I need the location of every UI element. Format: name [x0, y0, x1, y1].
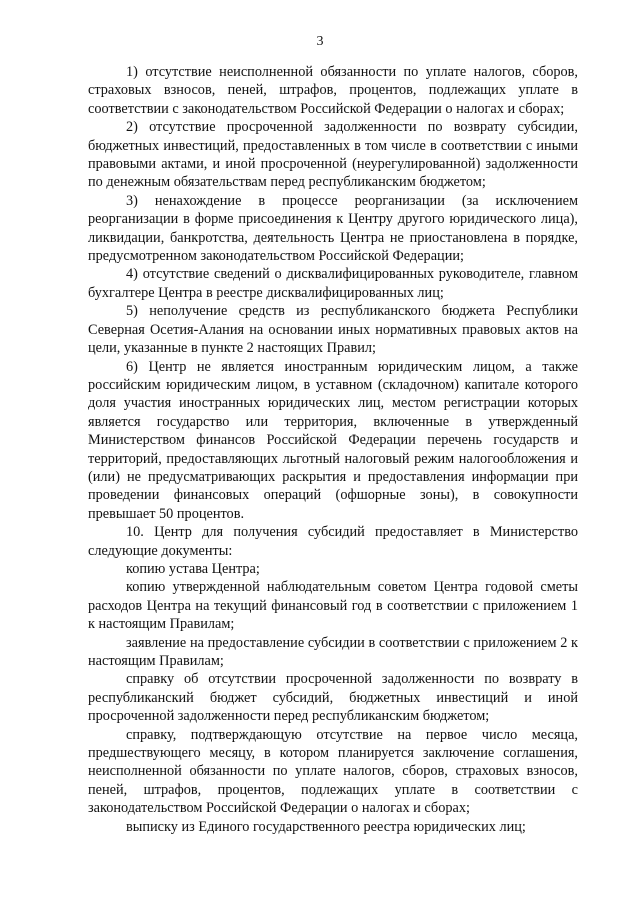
page-number: 3 [316, 34, 324, 49]
document-list-item-budget: копию утвержденной наблюдательным советом Центра годовой сметы расходов Центра на текущий финансовый год в соответствии с приложением 1 к настоящим Правилам; [88, 579, 578, 633]
paragraph-item-4: 4) отсутствие сведений о дисквалифицированных руководителе, главном бухгалтере Центра в реестре дисквалифицированных лиц; [88, 266, 578, 301]
document-list-item-registry-extract: выписку из Единого государственного реестра юридических лиц; [126, 818, 526, 835]
document-body [88, 63, 578, 836]
document-list-item-debt-certificate: справку об отсутствии просроченной задолженности по возврату в республиканский бюджет субсидий, бюджетных инвестиций и иной просроченной задолженности перед республиканским бюджетом; [88, 671, 578, 725]
paragraph-section-10: 10. Центр для получения субсидий предоставляет в Министерство следующие документы: [88, 524, 578, 559]
document-list-item-application: заявление на предоставление субсидии в соответствии с приложением 2 к настоящим Правилам; [88, 634, 578, 669]
document-list-item-tax-certificate: справку, подтверждающую отсутствие на первое число месяца, предшествующего месяцу, в котором планируется заключение соглашения, неисполненной обязанности по уплате налогов, сборов, страховых взносов, пеней, штрафов, процентов, подлежащих уплате в соответствии с законодательством Российской Федерации о налогах и сборах; [88, 726, 578, 817]
document-list-item-charter: копию устава Центра; [126, 560, 260, 577]
paragraph-item-1: 1) отсутствие неисполненной обязанности по уплате налогов, сборов, страховых взносов, пеней, штрафов, процентов, подлежащих уплате в соответствии с законодательством Российской Федерации о налогах и сборах; [88, 64, 578, 117]
paragraph-item-2: 2) отсутствие просроченной задолженности по возврату субсидии, бюджетных инвестиций, предоставленных в том числе в соответствии с иными правовыми актами, и иной просроченной (неурегулированной) задолженности по денежным обязательствам перед республиканским бюджетом; [88, 119, 578, 191]
paragraph-item-6: 6) Центр не является иностранным юридическим лицом, а также российским юридическим лицом, в уставном (складочном) капитале которого доля участия иностранных юридических лиц, местом регистрации которых является государство или территория, включенные в утвержденный Министерством финансов Российской Федерации перечень государств и территорий, предоставляющих льготный налоговый режим налогообложения и (или) не предусматривающих раскрытия и предоставления информации при проведении финансовых операций (офшорные зоны), в совокупности превышает 50 процентов. [88, 358, 578, 522]
paragraph-item-5: 5) неполучение средств из республиканского бюджета Республики Северная Осетия-Алания на основании иных нормативных правовых актов на цели, указанные в пункте 2 настоящих Правил; [88, 303, 578, 357]
paragraph-item-3: 3) ненахождение в процессе реорганизации (за исключением реорганизации в форме присоединения к Центру другого юридического лица), ликвидации, банкротства, деятельность Центра не приостановлена в порядке, предусмотренном законодательством Российской Федерации; [88, 192, 578, 265]
